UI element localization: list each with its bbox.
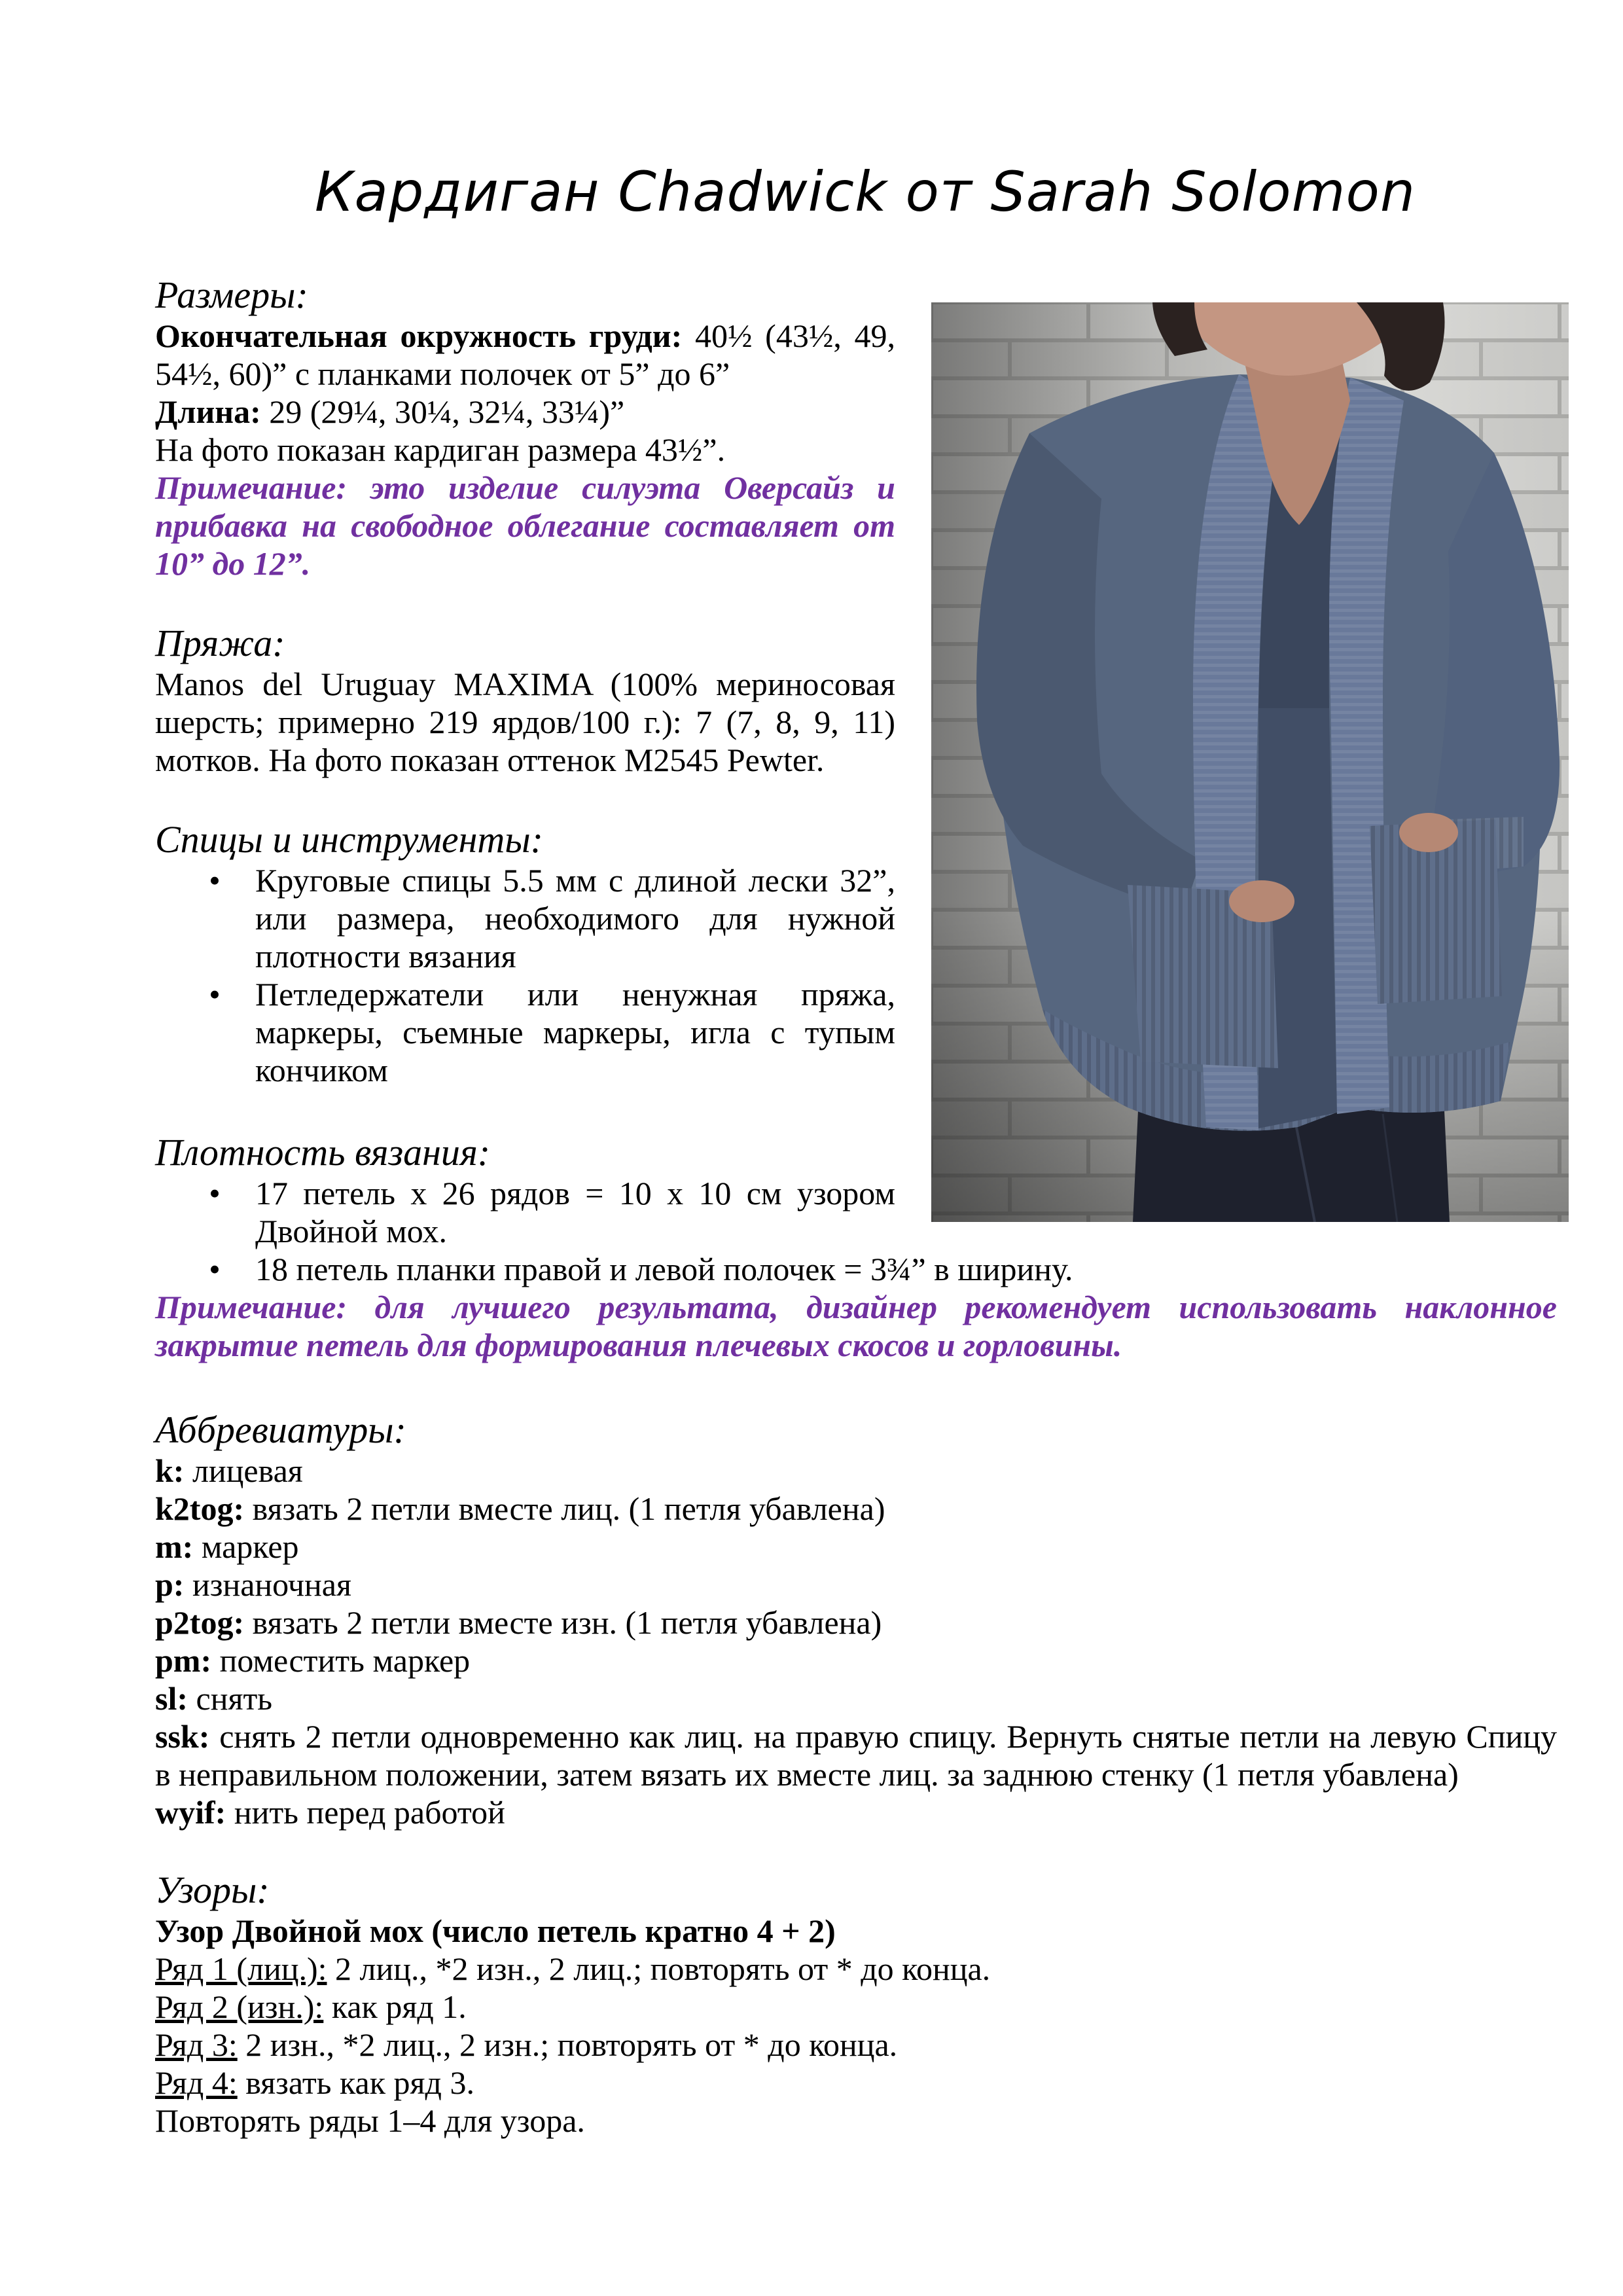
yarn-text: Manos del Uruguay MAXIMA (100% мериносовая шерсть; примерно 219 ярдов/100 г.): 7 (7, 8, 9, 11) мотков. На фото показан оттенок M2545 Pewter. xyxy=(155,666,895,778)
pattern-row-label: Ряд 1 (лиц.): xyxy=(155,1950,327,1987)
patterns-section xyxy=(155,1869,1557,2140)
abbreviation-term: p2tog: xyxy=(155,1604,245,1641)
abbreviation-definition: снять xyxy=(196,1680,273,1717)
gauge-note: Примечание: для лучшего результата, дизайнер рекомендует использовать наклонное закрытие петель для формирования плечевых скосов и горловины. xyxy=(155,1289,1557,1363)
pattern-row-text: как ряд 1. xyxy=(331,1988,467,2025)
abbreviation-definition: лицевая xyxy=(192,1452,303,1489)
length-label: Длина: xyxy=(155,393,261,430)
gauge-item-text: 17 петель х 26 рядов = 10 х 10 см узором Двойной мох. xyxy=(255,1175,895,1249)
abbreviation-item xyxy=(155,1566,1557,1604)
pattern-row-label: Ряд 2 (изн.): xyxy=(155,1988,324,2025)
needles-list xyxy=(155,861,895,1089)
abbreviation-term: sl: xyxy=(155,1680,188,1717)
gauge-list xyxy=(155,1174,1557,1288)
length-value: 29 (29¼, 30¼, 32¼, 33¼)” xyxy=(269,393,625,430)
abbreviation-term: k2tog: xyxy=(155,1490,245,1527)
bullet-icon xyxy=(205,1250,224,1288)
abbreviation-term: pm: xyxy=(155,1642,212,1679)
bullet-icon xyxy=(205,1174,224,1212)
abbreviation-definition: поместить маркер xyxy=(219,1642,471,1679)
gauge-heading: Плотность вязания: xyxy=(155,1131,491,1174)
yarn-section xyxy=(155,622,895,779)
needles-item-text: Петледержатели или ненужная пряжа, маркеры, съемные маркеры, игла с тупым кончиком xyxy=(255,976,895,1088)
abbreviation-definition: вязать 2 петли вместе изн. (1 петля убавлена) xyxy=(252,1604,882,1641)
pattern-row-label: Ряд 4: xyxy=(155,2064,238,2101)
list-item xyxy=(155,1250,1557,1288)
abbreviation-definition: маркер xyxy=(201,1528,299,1565)
pattern-row xyxy=(155,1988,1557,2026)
abbreviation-term: ssk: xyxy=(155,1718,210,1755)
abbreviation-item xyxy=(155,1793,1557,1831)
pattern-row-label: Ряд 3: xyxy=(155,2026,238,2063)
needles-heading: Спицы и инструменты: xyxy=(155,818,543,861)
pattern-row xyxy=(155,2026,1557,2064)
sizes-section xyxy=(155,274,895,583)
pattern-row-text: 2 изн., *2 лиц., 2 изн.; повторять от * до конца. xyxy=(245,2026,898,2063)
abbreviation-definition: снять 2 петли одновременно как лиц. на правую спицу. Вернуть снятые петли на левую Спицу в неправильном положении, затем вязать их вместе лиц. за заднюю стенку (1 петля убавлена) xyxy=(155,1718,1558,1793)
abbreviation-term: k: xyxy=(155,1452,185,1489)
list-item xyxy=(155,975,895,1089)
bullet-icon xyxy=(205,861,224,899)
abbreviation-item xyxy=(155,1490,1557,1528)
abbreviation-definition: нить перед работой xyxy=(234,1794,505,1831)
cardigan-photo xyxy=(931,302,1569,1222)
needles-section xyxy=(155,818,895,1089)
yarn-heading: Пряжа: xyxy=(155,622,285,664)
pattern-row-text: вязать как ряд 3. xyxy=(245,2064,474,2101)
abbreviations-heading: Аббревиатуры: xyxy=(155,1408,406,1451)
abbreviation-definition: изнаночная xyxy=(192,1566,351,1603)
pattern-title-text: Узор Двойной мох (число петель кратно 4 + 2) xyxy=(155,1912,836,1949)
abbreviation-item xyxy=(155,1641,1557,1679)
needles-item-text: Круговые спицы 5.5 мм с длиной лески 32”, или размера, необходимого для нужной плотности вязания xyxy=(255,862,895,975)
sizes-note: Примечание: это изделие силуэта Оверсайз и прибавка на свободное облегание составляет от 10” до 12”. xyxy=(155,469,895,582)
pattern-row-text: 2 лиц., *2 изн., 2 лиц.; повторять от * до конца. xyxy=(335,1950,991,1987)
abbreviations-section xyxy=(155,1408,1557,1831)
photo-size-text: На фото показан кардиган размера 43½”. xyxy=(155,431,726,468)
chest-value: 40½ (43½, 49, 54½, 60)” с планками полочек от 5” до 6” xyxy=(155,317,896,392)
list-item xyxy=(155,1174,895,1250)
gauge-item-text: 18 петель планки правой и левой полочек = 3¾” в ширину. xyxy=(255,1251,1073,1287)
abbreviation-item xyxy=(155,1604,1557,1641)
sizes-heading: Размеры: xyxy=(155,274,308,316)
document-title: Кардиган Chadwick от Sarah Solomon xyxy=(314,160,1416,224)
gauge-section xyxy=(155,1131,1557,1364)
length-size xyxy=(155,393,895,431)
pattern-repeat-note: Повторять ряды 1–4 для узора. xyxy=(155,2102,585,2139)
chest-label: Окончательная окружность груди: xyxy=(155,317,683,354)
patterns-heading: Узоры: xyxy=(155,1869,270,1911)
abbreviation-item xyxy=(155,1452,1557,1490)
abbreviation-item xyxy=(155,1717,1557,1793)
abbreviation-term: wyif: xyxy=(155,1794,226,1831)
abbreviation-definition: вязать 2 петли вместе лиц. (1 петля убавлена) xyxy=(252,1490,885,1527)
abbreviation-term: m: xyxy=(155,1528,194,1565)
bullet-icon xyxy=(205,975,224,1013)
list-item xyxy=(155,861,895,975)
chest-size xyxy=(155,317,895,393)
pattern-row xyxy=(155,2064,1557,2102)
pattern-title xyxy=(155,1912,1557,1950)
cardigan-photo-image xyxy=(931,302,1569,1222)
abbreviation-term: p: xyxy=(155,1566,185,1603)
pattern-row xyxy=(155,1950,1557,1988)
abbreviation-item xyxy=(155,1528,1557,1566)
abbreviation-item xyxy=(155,1679,1557,1717)
